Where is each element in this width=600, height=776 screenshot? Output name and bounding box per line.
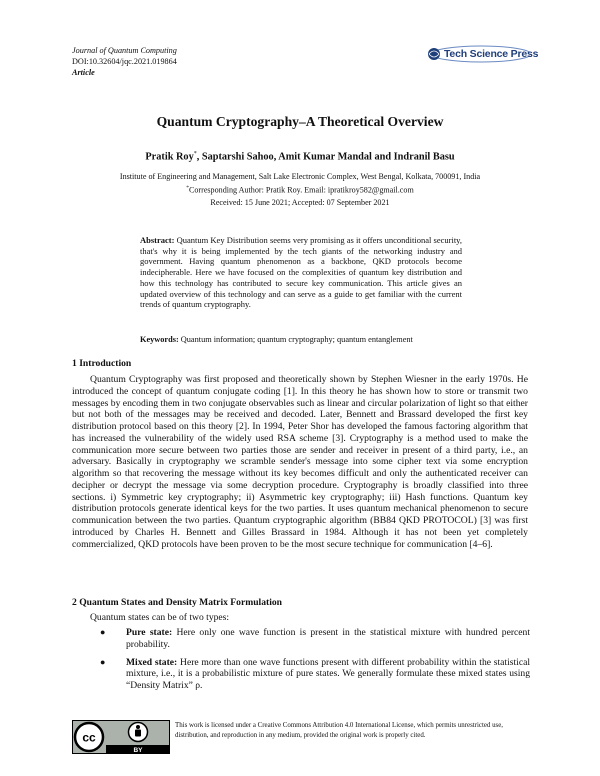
by-label: BY xyxy=(133,747,143,754)
bullet-list xyxy=(100,627,530,698)
list-item xyxy=(100,627,530,651)
bullet-text: Here more than one wave functions present with different probability within the statistical mixture, i.e., it is a probabilistic mixture of pure states. We generally formulate these mixed states using “Density Matrix” ρ. xyxy=(126,656,530,691)
introduction-body xyxy=(72,374,528,550)
list-item xyxy=(100,657,530,692)
other-authors: , Saptarshi Sahoo, Amit Kumar Mandal and Indranil Basu xyxy=(196,151,455,163)
cc-label: cc xyxy=(82,730,96,745)
correspondence xyxy=(0,185,600,195)
correspondence-text: Corresponding Author: Pratik Roy. Email: ipratikroy582@gmail.com xyxy=(188,185,414,195)
abstract-label: Abstract: xyxy=(140,235,175,245)
bullet-term: Pure state: xyxy=(126,627,173,638)
publisher-name: Tech Science Press xyxy=(444,48,539,60)
section2-intro: Quantum states can be of two types: xyxy=(90,612,230,623)
keywords xyxy=(140,335,470,344)
keywords-label: Keywords: xyxy=(140,335,179,344)
bullet-text: Here only one wave function is present in the statistical mixture with hundred percent probability. xyxy=(126,627,531,650)
license-text: This work is licensed under a Creative Commons Attribution 4.0 International License, which permits unrestricted use, distribution, and reproduction in any medium, provided the original work is properly cited. xyxy=(175,722,503,739)
bullet-term: Mixed state: xyxy=(126,656,178,668)
abstract xyxy=(140,235,462,310)
section-heading-introduction: 1 Introduction xyxy=(72,358,132,369)
keywords-text: Quantum information; quantum cryptography; quantum entanglement xyxy=(180,335,413,344)
introduction-paragraph: Quantum Cryptography was first proposed and theoretically shown by Stephen Wiesner in the early 1970s. He introduced the concept of quantum conjugate coding [1]. In this theory he has shown how to store or transmit two messages by encoding them in two conjugate observables such as linear and circular polarization of light so that either but not both of the messages may be received and decoded. Later, Bennett and Brassard developed the first key distribution protocol based on this theory [2]. In 1994, Peter Shor has developed the famous factoring algorithm that has increased the vulnerability of the widely used RSA scheme [3]. Cryptography is a method used to make the communication more secure between two parties those are sender and receiver in present of a third party, i.e., an adversary. Basically in cryptography we scramble sender's message into some cipher text via some encryption algorithm so that recovering the message without its key becomes difficult and only the authenticated receiver can decipher or decrypt the message via some decryption procedure. Cryptography is broadly classified into three sections. i) Symmetric key cryptography; ii) Asymmetric key cryptography; iii) Hash functions. Quantum key distribution protocols generate identical keys for the two parties. It uses quantum mechanical phenomenon to secure communication between the two parties. Quantum cryptographic algorithm (BB84 QKD PROTOCOL) [3] was first introduced by Charles H. Bennett and Gilles Brassard in 1984. Although it has not been yet completely commercialized, QKD protocols have been proven to be the most secure technique for communication [4–6]. xyxy=(72,374,528,550)
dates: Received: 15 June 2021; Accepted: 07 September 2021 xyxy=(210,198,390,207)
publisher-logo xyxy=(426,44,539,64)
paper-title: Quantum Cryptography–A Theoretical Overview xyxy=(156,114,444,129)
abstract-text: Quantum Key Distribution seems very promising as it offers unconditional security, that's why it is being implemented by the tech giants of the networking industry and government. Having quantum phenomenon as a backbone, QKD protocols become indecipherable. Here we have focused on the complexities of quantum key distribution and how this technology has contributed to secure key communication. This article gives an updated overview of this technology and can serve as a guide to get familiar with the current trends of quantum cryptography. xyxy=(140,235,462,310)
cc-by-badge[interactable] xyxy=(72,720,170,754)
corresponding-mark: * xyxy=(193,151,197,157)
first-author: Pratik Roy xyxy=(145,151,194,163)
journal-header xyxy=(72,45,177,78)
author-list xyxy=(0,151,600,162)
affiliation: Institute of Engineering and Management, Salt Lake Electronic Complex, West Bengal, Kolkata, 700091, India xyxy=(119,172,481,181)
journal-name: Journal of Quantum Computing xyxy=(72,46,177,55)
article-type: Article xyxy=(72,68,95,77)
bullet-icon: ● xyxy=(100,627,106,637)
correspondence-mark: * xyxy=(186,185,189,191)
section-heading-quantum-states: 2 Quantum States and Density Matrix Formulation xyxy=(72,597,282,608)
bullet-icon: ● xyxy=(100,656,106,667)
doi: DOI:10.32604/jqc.2021.019864 xyxy=(72,57,177,66)
